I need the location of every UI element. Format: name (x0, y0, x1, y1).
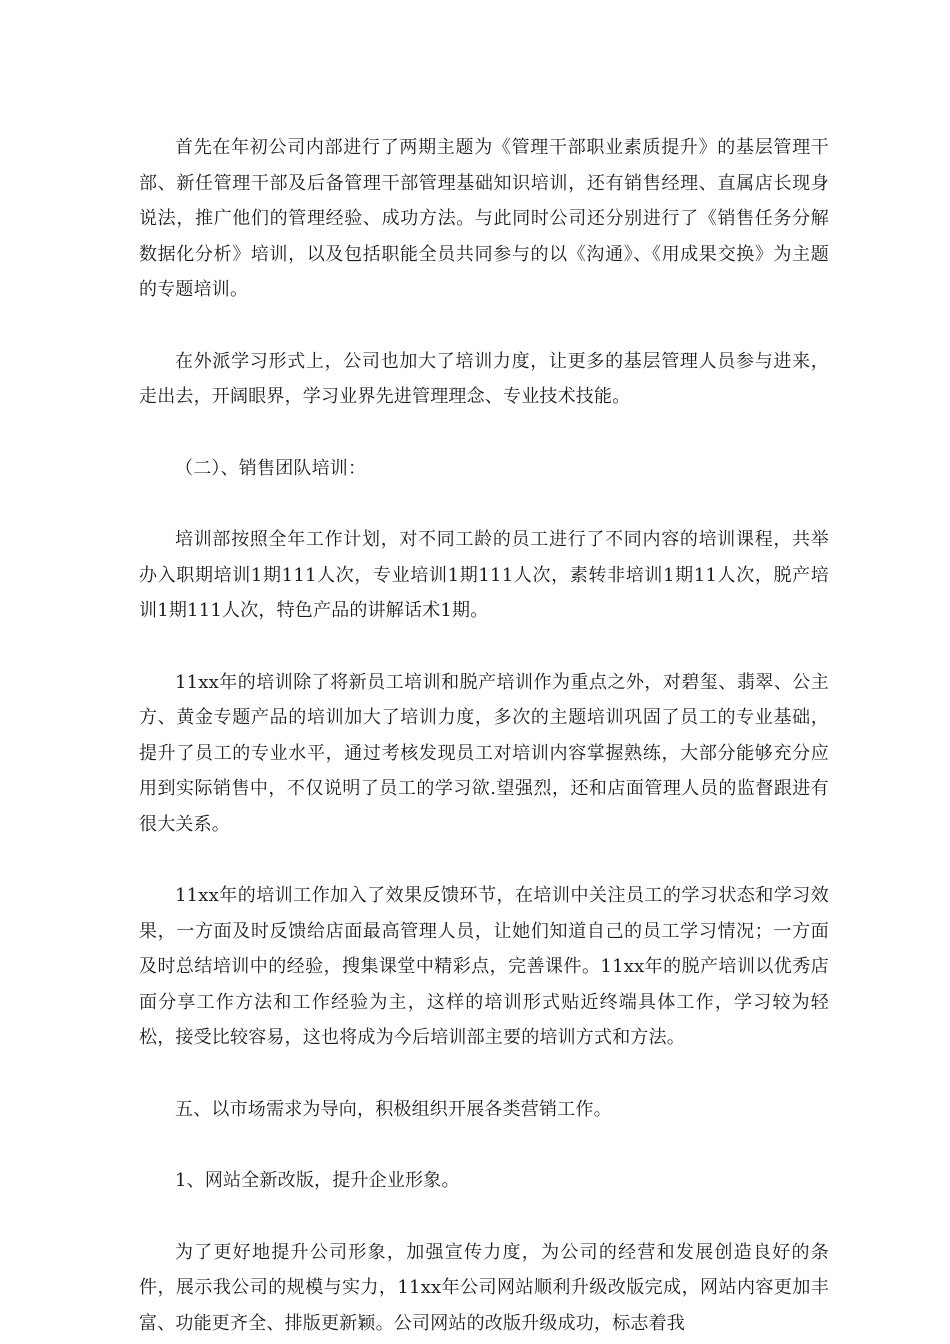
paragraph-feedback: 11xx年的培训工作加入了效果反馈环节，在培训中关注员工的学习状态和学习效果，一方面及时反馈给店面最高管理人员，让她们知道自己的员工学习情况；一方面及时总结培训中的经验，搜集课堂中精彩点，完善课件。11xx年的脱产培训以优秀店面分享工作方法和工作经验为主，这样的培训形式贴近终端具体工作，学习较为轻松，接受比较容易，这也将成为今后培训部主要的培训方式和方法。 (139, 885, 829, 1048)
paragraph-website-revamp: 为了更好地提升公司形象，加强宣传力度，为公司的经营和发展创造良好的条件，展示我公司的规模与实力，11xx年公司网站顺利升级改版完成，网站内容更加丰富、功能更齐全、排版更新颖。公司网站的改版升级成功，标志着我 (139, 1241, 829, 1334)
section-heading-sales-team-training: （二）、销售团队培训： (175, 457, 367, 479)
section-heading-marketing: 五、以市场需求为导向，积极组织开展各类营销工作。 (175, 1098, 612, 1120)
paragraph-training-plan: 培训部按照全年工作计划，对不同工龄的员工进行了不同内容的培训课程，共举办入职期培训1期111人次，专业培训1期111人次，素转非培训1期11人次，脱产培训1期111人次，特色产品的讲解话术1期。 (139, 529, 829, 621)
paragraph-management-training: 首先在年初公司内部进行了两期主题为《管理干部职业素质提升》的基层管理干部、新任管理干部及后备管理干部管理基础知识培训，还有销售经理、直属店长现身说法，推广他们的管理经验、成功方法。与此同时公司还分别进行了《销售任务分解数据化分析》培训，以及包括职能全员共同参与的以《沟通》、《用成果交换》为主题的专题培训。 (139, 137, 829, 300)
paragraph-training-focus: 11xx年的培训除了将新员工培训和脱产培训作为重点之外，对碧玺、翡翠、公主方、黄金专题产品的培训加大了培训力度，多次的主题培训巩固了员工的专业基础，提升了员工的专业水平，通过考核发现员工对培训内容掌握熟练，大部分能够充分应用到实际销售中，不仅说明了员工的学习欲.望强烈，还和店面管理人员的监督跟进有很大关系。 (139, 671, 829, 835)
paragraph-external-study: 在外派学习形式上，公司也加大了培训力度，让更多的基层管理人员参与进来，走出去，开阔眼界，学习业界先进管理理念、专业技术技能。 (139, 350, 829, 407)
document-page (139, 130, 829, 1341)
subsection-heading-website: 1、网站全新改版，提升企业形象。 (175, 1170, 460, 1191)
